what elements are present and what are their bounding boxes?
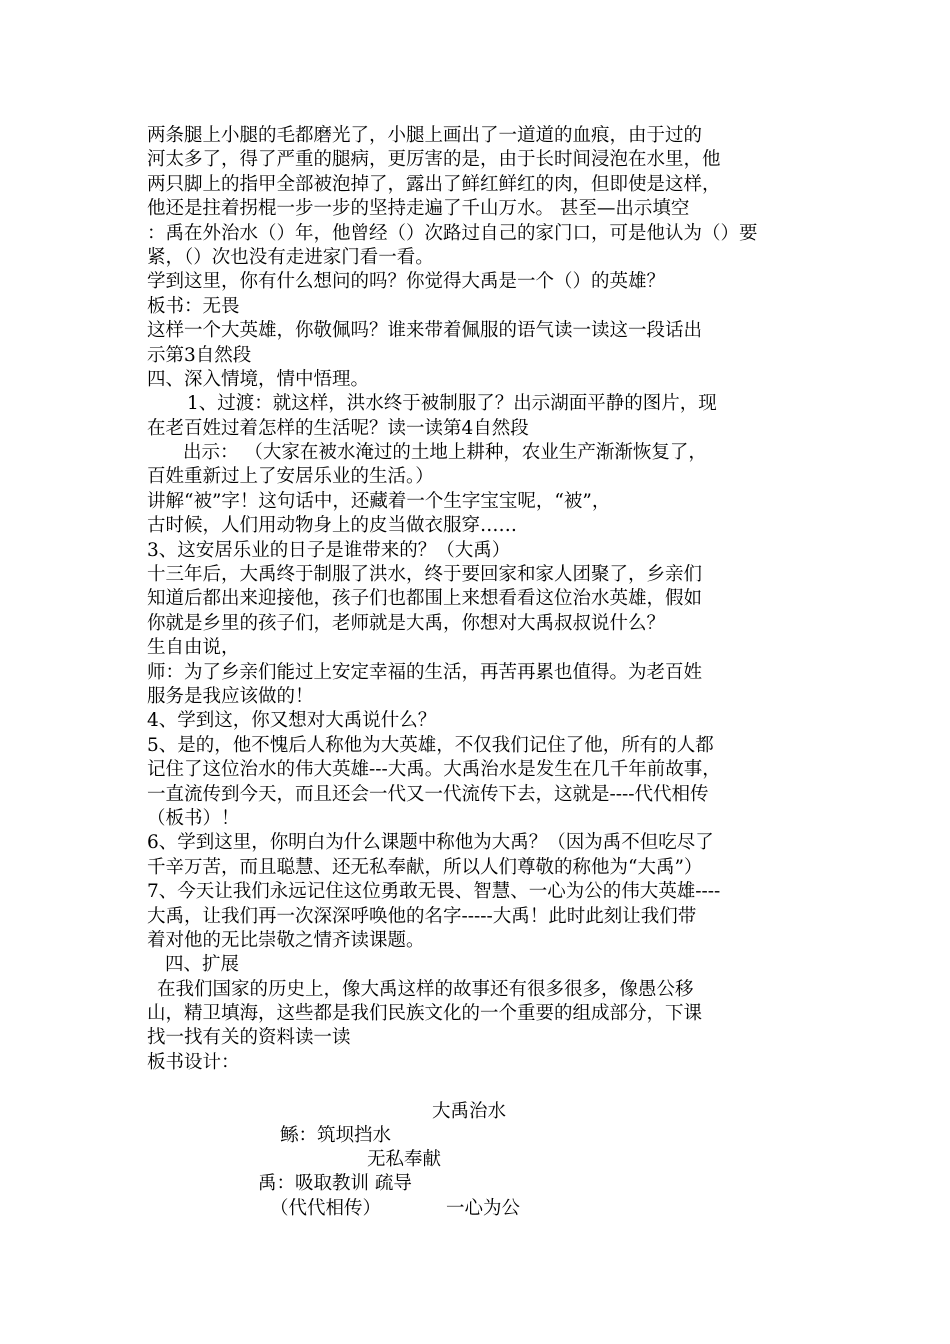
text-line: 1、过渡：就这样，洪水终于被制服了？出示湖面平静的图片，现 <box>187 393 717 415</box>
text-line: 出示： （大家在被水淹过的土地上耕种，农业生产渐渐恢复了， <box>183 442 707 464</box>
text-line: 你就是乡里的孩子们，老师就是大禹，你想对大禹叔叔说什么？ <box>147 612 666 634</box>
section-heading: 四、扩展 <box>165 954 240 976</box>
text-line: 板书：无畏 <box>147 295 240 317</box>
text-line: 3、这安居乐业的日子是谁带来的？（大禹） <box>147 539 511 561</box>
text-line: 讲解“被”字！这句话中，还藏着一个生字宝宝呢，“被”， <box>147 490 611 512</box>
text-line: 紧，（）次也没有走进家门看一看。 <box>147 246 434 268</box>
board-title: 大禹治水 <box>432 1101 507 1122</box>
text-line: 山，精卫填海，这些都是我们民族文化的一个重要的组成部分，下课 <box>147 1003 703 1025</box>
board-selfless: 无私奉献 <box>367 1149 442 1170</box>
text-line: 服务是我应该做的！ <box>147 685 314 707</box>
text-line: 在老百姓过着怎样的生活呢？读一读第4自然段 <box>147 417 529 439</box>
text-line: 生自由说， <box>147 637 240 659</box>
text-line: 大禹，让我们再一次深深呼唤他的名字-----大禹！此时此刻让我们带 <box>147 905 697 927</box>
text-line: 一直流传到今天，而且还会一代又一代流传下去，这就是----代代相传 <box>147 783 709 805</box>
text-line: 两条腿上小腿的毛都磨光了，小腿上画出了一道道的血痕，由于过的 <box>147 125 703 146</box>
text-line: 记住了这位治水的伟大英雄---大禹。大禹治水是发生在几千年前故事， <box>147 759 721 781</box>
text-line: 7、今天让我们永远记住这位勇敢无畏、智慧、一心为公的伟大英雄---- <box>147 881 721 903</box>
section-heading: 四、深入情境，情中悟理。 <box>147 368 370 390</box>
text-line: 示第3自然段 <box>147 344 252 366</box>
text-line: 他还是拄着拐棍一步一步的坚持走遍了千山万水。 甚至—出示填空 <box>147 198 690 220</box>
text-line: 找一找有关的资料读一读 <box>147 1027 351 1049</box>
text-line: 知道后都出来迎接他，孩子们也都围上来想看看这位治水英雄，假如 <box>147 588 703 610</box>
text-line: 两只脚上的指甲全部被泡掉了，露出了鲜红鲜红的肉，但即使是这样， <box>147 173 721 195</box>
text-line: 师：为了乡亲们能过上安定幸福的生活，再苦再累也值得。为老百姓 <box>147 661 703 683</box>
lesson-body-text <box>147 124 817 1075</box>
text-line: 4、学到这，你又想对大禹说什么？ <box>147 710 437 732</box>
board-passed-down: （代代相传） <box>270 1198 382 1219</box>
text-line: 在我们国家的历史上，像大禹这样的故事还有很多很多，像愚公移 <box>157 978 694 1000</box>
text-line: 着对他的无比崇敬之情齐读课题。 <box>147 929 425 951</box>
text-line: 6、学到这里，你明白为什么课题中称他为大禹？（因为禹不但吃尽了 <box>147 832 714 854</box>
text-line: （板书）！ <box>147 807 240 829</box>
text-line: ：禹在外治水（）年，他曾经（）次路过自己的家门口，可是他认为（）要 <box>147 222 758 244</box>
board-yu-line: 禹：吸取教训 疏导 <box>258 1173 412 1194</box>
text-line: 百姓重新过上了安居乐业的生活。） <box>147 466 434 488</box>
text-line: 5、是的，他不愧后人称他为大英雄，不仅我们记住了他，所有的人都 <box>147 734 714 756</box>
text-line: 这样一个大英雄，你敬佩吗？谁来带着佩服的语气读一读这一段话出 <box>147 320 703 342</box>
text-line: 十三年后，大禹终于制服了洪水，终于要回家和家人团聚了，乡亲们 <box>147 564 703 586</box>
board-gun-line: 鲧：筑坝挡水 <box>280 1125 392 1146</box>
board-devoted: 一心为公 <box>446 1198 521 1219</box>
board-design-label: 板书设计： <box>147 1051 240 1073</box>
text-line: 千辛万苦，而且聪慧、还无私奉献，所以人们尊敬的称他为“大禹”） <box>147 856 703 878</box>
text-line: 古时候，人们用动物身上的皮当做衣服穿…… <box>147 515 518 537</box>
text-line: 学到这里，你有什么想问的吗？你觉得大禹是一个（）的英雄？ <box>147 271 666 293</box>
text-line: 河太多了，得了严重的腿病，更厉害的是，由于长时间浸泡在水里，他 <box>147 149 721 171</box>
